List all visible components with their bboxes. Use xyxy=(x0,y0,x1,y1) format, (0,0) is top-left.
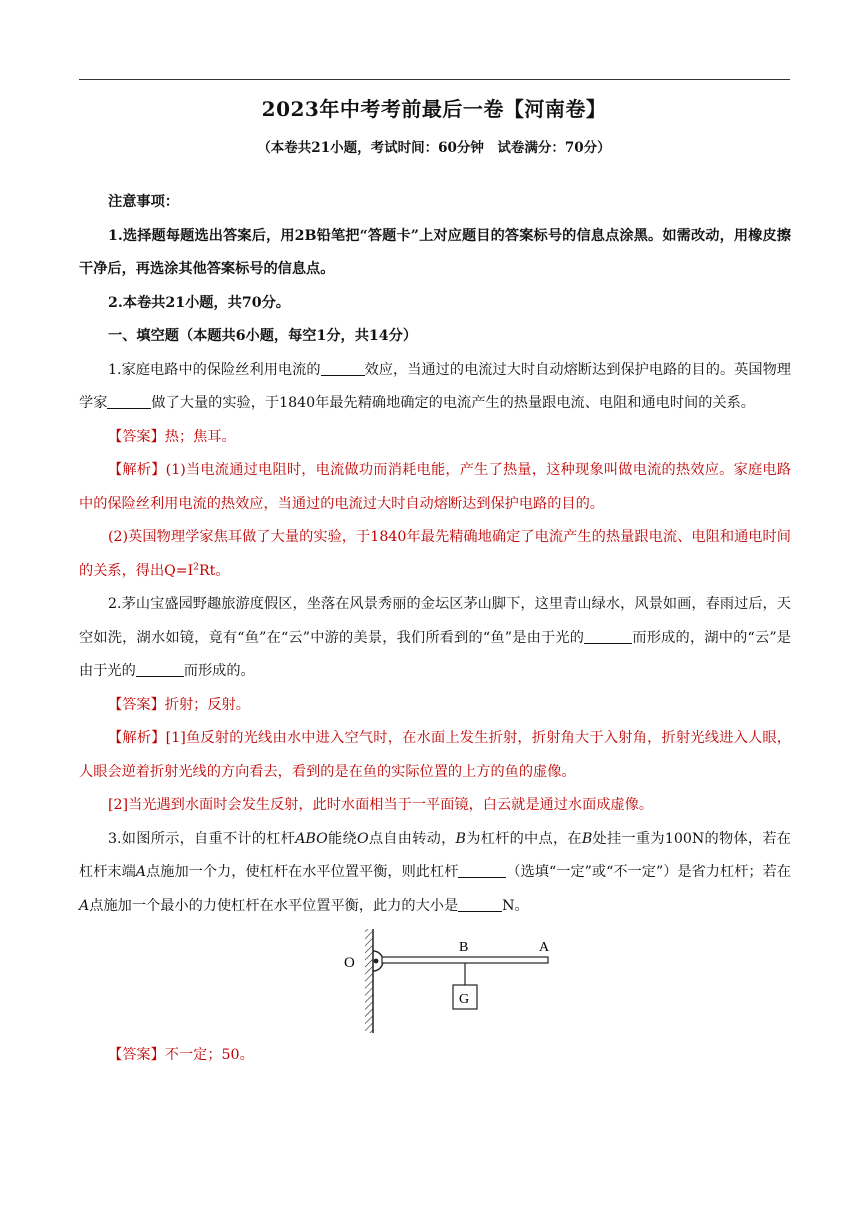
section-heading: 一、填空题（本题共6小题，每空1分，共14分） xyxy=(108,328,418,344)
var-b: B xyxy=(455,830,466,847)
q1-text: 做了大量的实验，于1840年最先精确地确定的电流产生的热量跟电流、电阻和通电时间的关系。 xyxy=(151,395,755,411)
answer-label: 【答案】 xyxy=(108,1047,165,1063)
notice-heading: 注意事项： xyxy=(108,194,179,210)
lever-figure xyxy=(79,927,791,1039)
lever-bar xyxy=(382,957,548,963)
page-title: 2023年中考考前最后一卷【河南卷】 xyxy=(261,97,607,121)
question-2 xyxy=(79,588,791,689)
label-a: A xyxy=(539,940,550,955)
q2-analysis-2: [2]当光遇到水面时会发生反射，此时水面相当于一平面镜，白云就是通过水面成虚像。 xyxy=(108,797,654,813)
answer-blank xyxy=(458,896,502,911)
answer-text: 热；焦耳。 xyxy=(164,428,236,445)
notice-item-2: 2.本卷共21小题，共70分。 xyxy=(108,294,290,311)
analysis-label: 【解析】 xyxy=(108,730,166,746)
header-rule xyxy=(79,79,790,80)
q2-text: 2.茅山宝盛园野趣旅游度假区，坐落在风景秀丽的金坛区茅山脚下，这里青山绿水，风景如画，春雨过后，天空如洗，湖水如镜，竟有“鱼”在“云”中游的美景，我们所看到的“鱼”是由于光的 xyxy=(79,596,791,646)
answer-blank xyxy=(321,360,365,375)
wall-hatch xyxy=(365,929,373,1033)
q1-answer xyxy=(79,421,791,455)
pivot-point xyxy=(374,959,379,964)
analysis-text: (2)英国物理学家焦耳做了大量的实验，于1840年最先精确地确定了电流产生的热量跟电流、电阻和通电时间的关系，得出Q=I xyxy=(79,529,791,579)
q3-text: 为杠杆的中点，在 xyxy=(465,830,582,847)
q1-analysis-2 xyxy=(79,521,791,588)
notice-item-1: 1.选择题每题选出答案后，用2B铅笔把“答题卡”上对应题目的答案标号的信息点涂黑。如需改动，用橡皮擦干净后，再选涂其他答案标号的信息点。 xyxy=(79,227,791,277)
var-o: O xyxy=(356,830,369,847)
answer-blank xyxy=(136,662,184,677)
q3-text: 点施加一个力，使杠杆在水平位置平衡，则此杠杆 xyxy=(146,864,459,880)
var-a: A xyxy=(79,897,90,914)
document-body xyxy=(79,186,791,1073)
question-3 xyxy=(79,823,791,924)
label-g: G xyxy=(459,992,470,1007)
analysis-label: 【解析】 xyxy=(108,462,166,478)
answer-blank xyxy=(458,863,506,878)
answer-label: 【答案】 xyxy=(108,428,165,445)
q3-answer xyxy=(79,1039,791,1073)
q3-text: 处挂一重为100N的物体，若在杠杆末端 xyxy=(79,830,791,880)
label-o: O xyxy=(344,955,355,971)
superscript: 2 xyxy=(193,561,199,572)
analysis-text: (1)当电流通过电阻时，电流做功而消耗电能，产生了热量，这种现象叫做电流的热效应。家庭电路中的保险丝利用电流的热效应，当通过的电流过大时自动熔断达到保护电路的目的。 xyxy=(79,462,791,512)
var-abo: ABO xyxy=(295,830,328,847)
answer-text: 折射；反射。 xyxy=(164,696,250,713)
q3-text: 点施加一个最小的力使杠杆在水平位置平衡，此力的大小是 xyxy=(89,897,459,914)
answer-blank xyxy=(584,628,632,643)
answer-text: 不一定；50。 xyxy=(164,1047,254,1063)
q2-text: 而形成的，湖中的“云”是由于光的 xyxy=(79,629,791,679)
q2-text: 而形成的。 xyxy=(183,663,255,679)
q3-text: 3.如图所示，自重不计的杠杆 xyxy=(108,830,296,847)
question-1 xyxy=(79,354,791,421)
q2-analysis-1 xyxy=(79,722,791,789)
q3-text: 点自由转动， xyxy=(368,830,456,847)
var-b: B xyxy=(581,830,593,847)
analysis-text: [1]鱼反射的光线由水中进入空气时，在水面上发生折射，折射角大于入射角，折射光线进入人眼，人眼会逆着折射光线的方向看去，看到的是在鱼的实际位置的上方的鱼的虚像。 xyxy=(79,730,791,780)
q1-analysis-1 xyxy=(79,454,791,521)
analysis-text: Rt。 xyxy=(198,562,230,579)
var-a: A xyxy=(135,864,147,880)
q2-answer xyxy=(79,689,791,723)
q3-text: N。 xyxy=(502,897,529,914)
q3-text: （选填“一定”或“不一定”）是省力杠杆；若在 xyxy=(506,864,791,880)
answer-label: 【答案】 xyxy=(108,696,165,713)
answer-blank xyxy=(107,394,151,409)
page-subtitle: （本卷共21小题，考试时间：60分钟 试卷满分：70分） xyxy=(257,140,611,156)
q3-text: 能绕 xyxy=(327,830,357,847)
lever-diagram xyxy=(341,927,561,1035)
q1-text: 1.家庭电路中的保险丝利用电流的 xyxy=(108,361,321,378)
label-b: B xyxy=(459,940,469,955)
q1-text: 效应，当通过的电流过大时自动熔断达到保护电路的目的。英国物理学家 xyxy=(79,361,791,411)
